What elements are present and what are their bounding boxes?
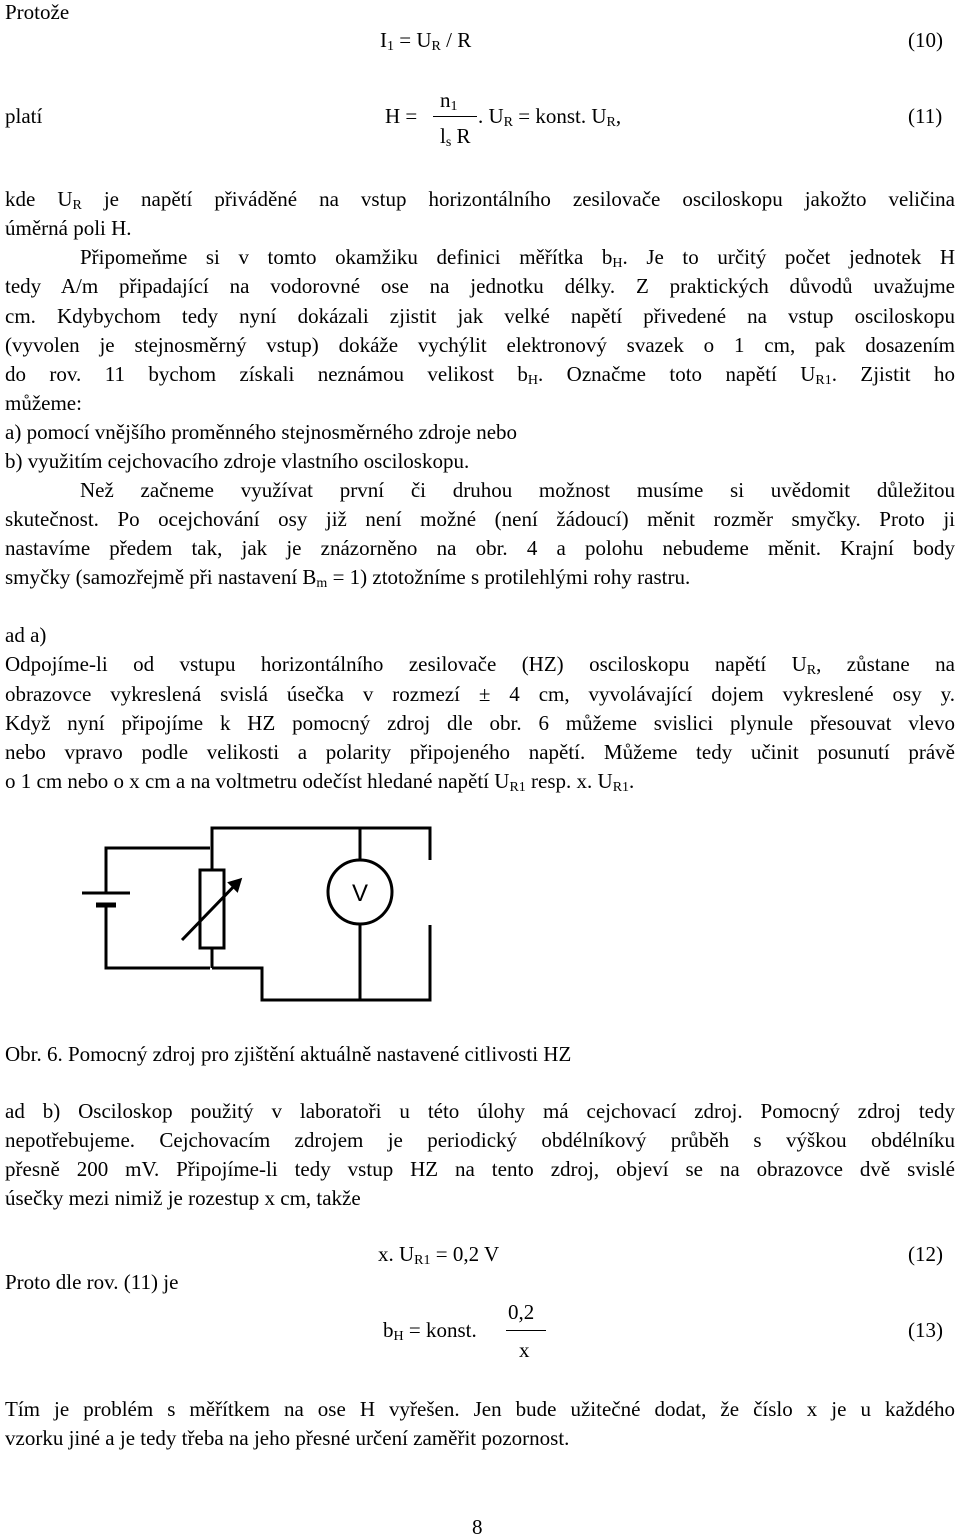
section-heading-ad-a: ad a) (5, 623, 47, 647)
list-item-b: b) využitím cejchovacího zdroje vlastního osciloskopu. (5, 449, 470, 473)
wire-top-right (212, 828, 430, 860)
wire-bottom-right (212, 925, 430, 1000)
page-number: 8 (472, 1515, 483, 1539)
list-item-a: a) pomocí vnějšího proměnného stejnosměrného zdroje nebo (5, 420, 518, 444)
equation-11-number: (11) (908, 104, 943, 128)
potentiometer-arrow (182, 880, 240, 940)
paragraph-2-line-5: do rov. 11 bychom získali neznámou velikost $b_H$. Označme toto napětí $U_{R1}$. Zjistit ho (5, 362, 955, 388)
paragraph-2-line-12: smyčky (samozřejmě při nastavení $B_m = 1$) ztotožníme s protilehlými rohy rastru. (5, 565, 691, 591)
paragraph-2-line-6: můžeme: (5, 391, 82, 415)
paragraph-2-line-9: Než začneme využívat první či druhou možnost musíme si uvědomit důležitou (80, 478, 955, 502)
equation-13-fraction-bar (506, 1330, 546, 1331)
equation-13: $b_H$ = konst. (383, 1318, 477, 1344)
paragraph-5-line-2: vzorku jiné a je tedy třeba na jeho přesné určení zaměřit pozornost. (5, 1426, 570, 1450)
paragraph-4-line-3: přesně 200 mV. Připojíme-li tedy vstup HZ na tento zdroj, objeví se na obrazovce dvě svislé (5, 1157, 955, 1181)
paragraph-2-line-11: nastavíme předem tak, jak je znázorněno na obr. 4 a polohu nebudeme měnit. Krajní body (5, 536, 955, 560)
paragraph-3-line-5: o 1 cm nebo o x cm a na voltmetru odečíst hledané napětí $U_{R1}$ resp. x. $U_{R1}$. (5, 769, 635, 795)
equation-11: H = (385, 104, 418, 128)
paragraph-1-line-2: úměrná poli H. (5, 216, 132, 240)
equation-13-fraction-numerator: 0,2 (508, 1300, 535, 1324)
paragraph-3-line-1: Odpojíme-li od vstupu horizontálního zesilovače (HZ) osciloskopu napětí $U_R$, zůstane na (5, 652, 955, 678)
paragraph-3-line-3: Když nyní připojíme k HZ pomocný zdroj dle obr. 6 můžeme svislici plynule přesouvat vlevo (5, 711, 955, 735)
equation-11-fraction-numerator: $n_1$ (440, 88, 458, 114)
equation-11-rest: . $U_R$ = konst. $U_R$, (478, 104, 622, 130)
equation-12-number: (12) (908, 1242, 943, 1266)
wire-top-left (106, 848, 210, 893)
eq13-lead: Proto dle rov. (11) je (5, 1270, 179, 1294)
eq11-lead: platí (5, 104, 43, 128)
equation-10-number: (10) (908, 28, 943, 52)
equation-10: $I_1 = U_R / R$ (380, 28, 472, 54)
eq10-lead: Protože (5, 0, 70, 24)
equation-13-fraction-denominator: x (519, 1338, 530, 1362)
paragraph-1-line-1: kde $U_R$ je napětí přiváděné na vstup horizontálního zesilovače osciloskopu jakožto veličina (5, 187, 955, 213)
paragraph-3-line-2: obrazovce vykreslená svislá úsečka v rozmezí ± 4 cm, vyvolávající dojem vykreslené osy y. (5, 682, 955, 706)
paragraph-2-line-4: (vyvolen je stejnosměrný vstup) dokáže vychýlit elektronový svazek o 1 cm, pak dosazením (5, 333, 955, 357)
wire-bottom-left (106, 905, 210, 968)
figure-caption: Obr. 6. Pomocný zdroj pro zjištění aktuálně nastavené citlivosti HZ (5, 1042, 572, 1066)
paragraph-2-line-2: tedy A/m připadající na vodorovné ose na jednotku délky. Z praktických důvodů uvažujme (5, 274, 955, 298)
equation-13-number: (13) (908, 1318, 943, 1342)
voltmeter-label: V (351, 880, 369, 907)
paragraph-4-line-2: nepotřebujeme. Cejchovacím zdrojem je periodický obdélníkový průběh s výškou obdélníku (5, 1128, 955, 1152)
paragraph-3-line-4: nebo vpravo podle velikosti a polarity připojeného napětí. Můžeme tedy učinit posunutí právě (5, 740, 955, 764)
paragraph-5-line-1: Tím je problém s měřítkem na ose H vyřešen. Jen bude užitečné dodat, že číslo x je u každého (5, 1397, 955, 1421)
paragraph-2-line-3: cm. Kdybychom tedy nyní dokázali zjistit jak velké napětí přivedené na vstup osciloskopu (5, 304, 955, 328)
paragraph-2-line-1: Připomeňme si v tomto okamžiku definici měřítka $b_H$. Je to určitý počet jednotek H (80, 245, 955, 271)
equation-11-fraction-denominator: $l_s$ R (440, 124, 471, 150)
paragraph-4-line-4: úsečky mezi nimiž je rozestup x cm, takže (5, 1186, 361, 1210)
paragraph-2-line-10: skutečnost. Po ocejchování osy již není možné (není žádoucí) měnit rozměr smyčky. Proto ji (5, 507, 955, 531)
paragraph-4-line-1: ad b) Osciloskop použitý v laboratoři u této úlohy má cejchovací zdroj. Pomocný zdroj tedy (5, 1099, 955, 1123)
equation-12: x. $U_{R1} = 0,2$ V (378, 1242, 500, 1268)
